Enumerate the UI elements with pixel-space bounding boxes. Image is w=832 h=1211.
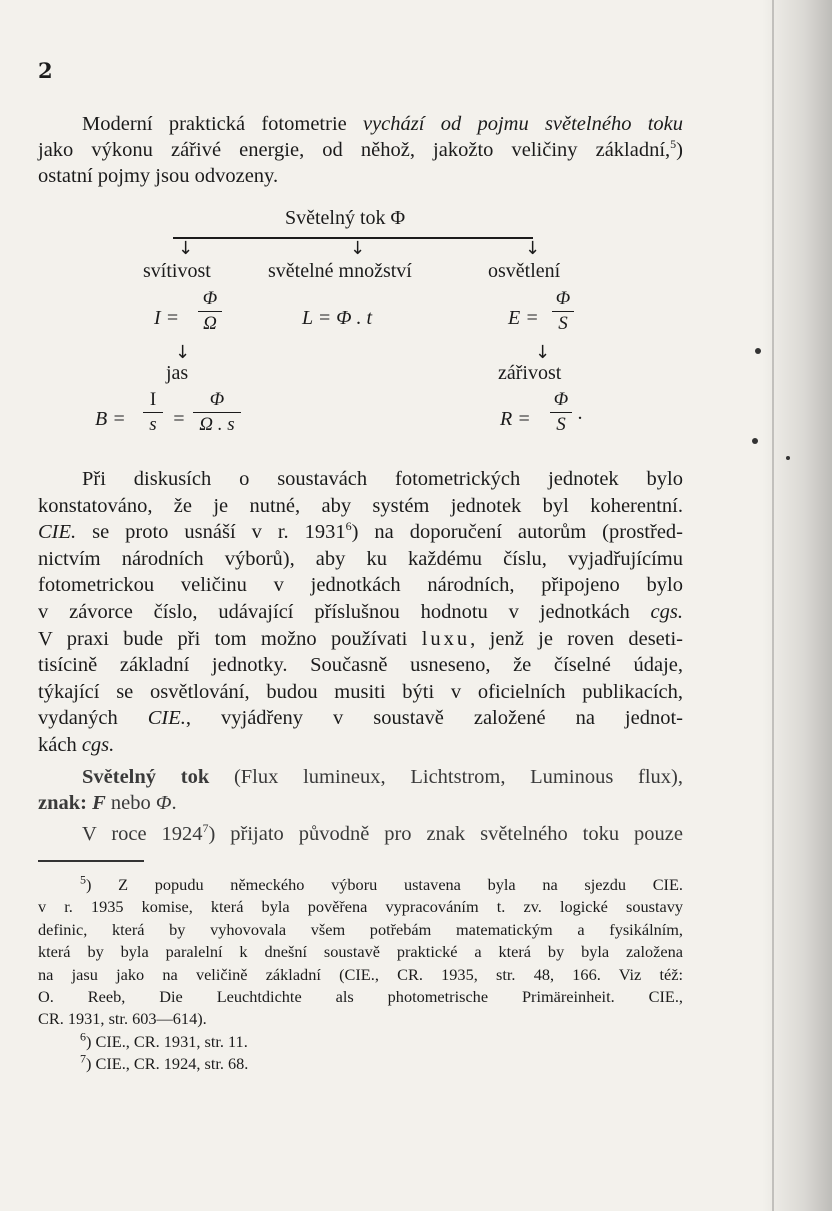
formula-b-lhs: B = [95,408,126,430]
intro-line-1: Moderní praktická fotometrie vychází od pojmu světelného toku [82,113,683,135]
scan-speck [786,456,790,460]
formula-i-lhs: I = [154,307,180,329]
label-svitivost: svítivost [143,260,211,282]
intro-line-3: ostatní pojmy jsou odvozeny. [38,165,279,187]
formula-r-lhs: R = [500,408,531,430]
intro-line-2: jako výkonu zářivé energie, od něhož, jakožto veličiny základní,$^5$) [38,137,683,161]
fraction-b-2: Φ Ω . s [193,389,241,436]
footnotes: $^5$) Z popudu německého výboru ustavena byla na sjezdu CIE. v r. 1935 komise, která byla pověřena vypracováním t. zv. logické soustavy definic, která by vyhovovala všem potřebám matematickým a fysikálním, která by byla paralelní k dnešní soustavě praktické a která by byla založena na jasu jako na veličině základní (CIE., CR. 1935, str. 48, 166. Viz též: O. Reeb, Die Leuchtdichte als photometrische Primäreinheit. CIE., CR. 1931, str. 603—614). $^6$) CIE., CR. 1931, str. 11. $^7$) CIE., CR. 1924, str. 68. [38,874,683,1076]
fraction-b-1: I s [143,389,163,436]
label-jas: jas [166,362,189,384]
year-1924-line: V roce 1924$^7$) přijato původně pro znak světelného toku pouze [82,821,683,845]
scan-speck [752,438,758,444]
page-number: 2 [38,58,53,83]
page-edge-line [772,0,774,1211]
label-zarivost: zářivost [498,362,562,384]
coherent-units-paragraph: Při diskusích o soustavách fotometrických jednotek bylo konstatováno, že je nutné, aby systém jednotek byl koherentní. CIE. se proto usnáší v r. 1931$^6$) na doporučení autorům (prostřed- nictvím národních výborů), aby ku každému číslu, vyjadřujícímu fotometrickou veličinu v jednotkách národních, připojeno bylo v závorce číslo, udávající příslušnou hodnotu v jednotkách cgs. V praxi bude při tom možno používati luxu, jenž je roven deseti- tisícině základní jednotky. Současně usneseno, že číselné údaje, týkající se osvětlování, budou musiti býti v oficielních publikacích, vydaných CIE., vyjádřeny v soustavě založené na jednot- kách cgs. [38,468,684,756]
arrow-down-icon: ↓ [178,238,194,259]
label-osvetleni: osvětlení [488,260,561,282]
formula-b-eq: = [172,408,186,430]
intro-paragraph [38,111,683,189]
formula-r-end: . [578,402,583,424]
footnote-rule [38,860,144,862]
fraction-i: Φ Ω [198,288,222,335]
footnote-6: $^6$) CIE., CR. 1931, str. 11. [80,1029,248,1051]
arrow-down-icon: ↓ [525,238,541,259]
luminous-flux-definition: Světelný tok (Flux lumineux, Lichtstrom, Luminous flux), znak: F nebo Φ. [38,766,683,814]
scan-speck [755,348,761,354]
footnote-7: $^7$) CIE., CR. 1924, str. 68. [80,1051,249,1074]
formula-e-lhs: E = [508,307,539,329]
arrow-down-icon: ↓ [175,342,191,363]
formula-l: L = Φ . t [302,307,373,329]
arrow-down-icon: ↓ [350,238,366,259]
footnote-5: $^5$) Z popudu německého výboru ustavena byla na sjezdu CIE. [80,872,683,894]
label-svetelne-mnozstvi: světelné množství [268,260,412,282]
fraction-r: Φ S [550,389,572,436]
diagram-title: Světelný tok Φ [285,207,406,229]
arrow-down-icon: ↓ [535,342,551,363]
fraction-e: Φ S [552,288,574,335]
